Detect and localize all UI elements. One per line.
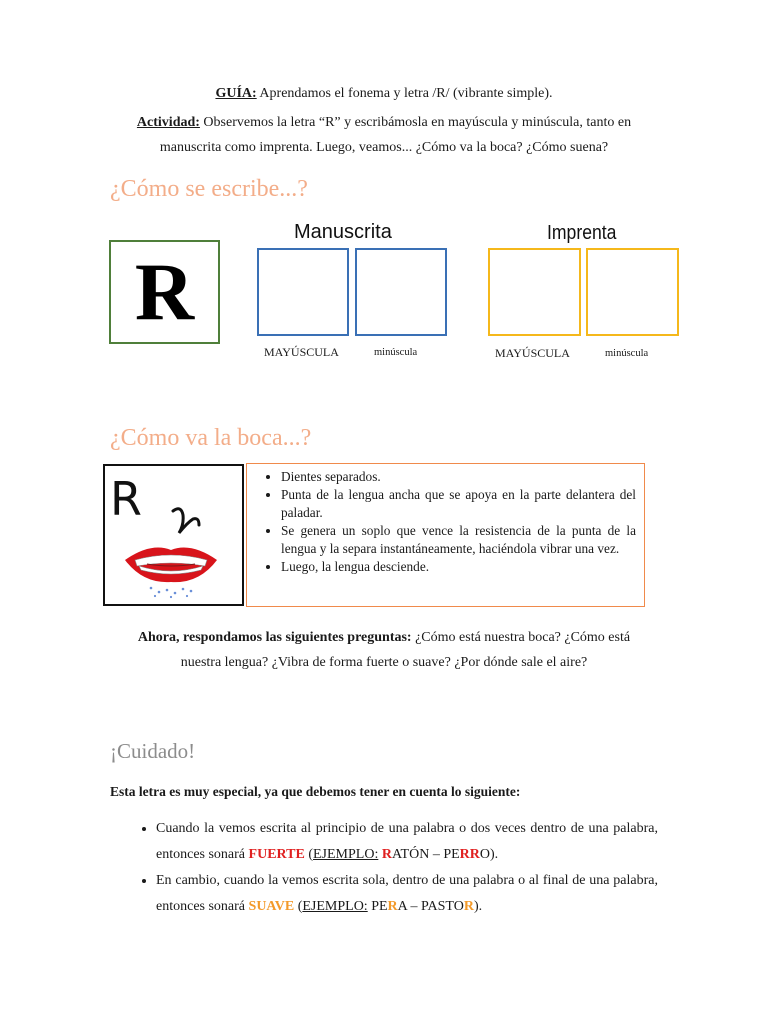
- letter-box: [109, 240, 220, 344]
- rule1-ex2-highlight: RR: [459, 847, 480, 862]
- activity-line-1: [0, 115, 768, 131]
- handwritten-lowercase-box[interactable]: [355, 248, 447, 336]
- rule2-word: SUAVE: [248, 899, 295, 914]
- rule2-ex2-highlight: R: [463, 899, 474, 914]
- mouth-heading: ¿Cómo va la boca...?: [110, 425, 312, 451]
- activity-text-1: Observemos la letra “R” y escribámosla en mayúscula y minúscula, tanto en: [199, 115, 632, 130]
- lowercase-r-glyph-icon: [169, 503, 203, 539]
- print-lowercase-box[interactable]: [586, 248, 679, 336]
- guide-line: [0, 86, 768, 102]
- caution-intro: Esta letra es muy especial, ya que debemos tener en cuenta lo siguiente:: [110, 784, 521, 799]
- handwritten-upper-caption: MAYÚSCULA: [264, 345, 339, 359]
- rule1-ex2-a: PE: [443, 847, 460, 862]
- description-box: [246, 463, 645, 607]
- print-lower-caption: minúscula: [605, 348, 649, 359]
- rule1-word: FUERTE: [248, 847, 305, 862]
- print-upper-caption: MAYÚSCULA: [495, 346, 570, 360]
- rule-strong: • Cuando la vemos escrita al principio de una palabra o dos veces dentro de una palabra, entonces sonará FUERTE (EJEMPLO: RATÓN – PERRO).: [156, 816, 658, 868]
- handwritten-uppercase-box[interactable]: [257, 248, 349, 336]
- guide-label: GUÍA:: [215, 86, 257, 101]
- rule1-ex1-highlight: R: [381, 847, 392, 862]
- handwritten-label: Manuscrita: [294, 221, 392, 243]
- rule1-text: Cuando la vemos escrita al principio de una palabra o dos veces dentro de una palabra, entonces sonará: [156, 821, 658, 862]
- rule-soft: • En cambio, cuando la vemos escrita sola, dentro de una palabra o al final de una palabra, entonces sonará SUAVE (EJEMPLO: PERA – PASTOR).: [156, 868, 658, 920]
- rule2-ex1-a: PE: [371, 899, 388, 914]
- activity-label: Actividad:: [136, 115, 200, 130]
- handwritten-lower-caption: minúscula: [374, 347, 418, 358]
- caution-heading: ¡Cuidado!: [110, 739, 196, 763]
- questions-text-1: ¿Cómo está nuestra boca? ¿Cómo está: [411, 630, 631, 645]
- questions-line-1: [0, 630, 768, 646]
- print-uppercase-box[interactable]: [488, 248, 581, 336]
- list-item: • Luego, la lengua desciende.: [281, 558, 636, 576]
- list-item: • Dientes separados.: [281, 468, 636, 486]
- big-letter: R: [134, 246, 195, 337]
- activity-line-2: manuscrita como imprenta. Luego, veamos... ¿Cómo va la boca? ¿Cómo suena?: [159, 140, 609, 155]
- list-item: • Se genera un soplo que vence la resistencia de la punta de la lengua y la separa instantáneamente, haciéndola vibrar una vez.: [281, 522, 636, 558]
- rule2-text: En cambio, cuando la vemos escrita sola, dentro de una palabra o al final de una palabra, entonces sonará: [156, 873, 658, 914]
- print-label: Imprenta: [547, 222, 617, 244]
- rule2-ex1-highlight: R: [387, 899, 398, 914]
- open-mouth-icon: [121, 536, 221, 600]
- rule2-ex2-a: PASTO: [421, 899, 464, 914]
- rule1-example-label: EJEMPLO:: [313, 847, 379, 862]
- description-list: [281, 468, 636, 576]
- questions-label: Ahora, respondamos las siguientes preguntas:: [137, 630, 412, 645]
- rule1-ex2-b: O: [479, 847, 491, 862]
- write-heading: ¿Cómo se escribe...?: [110, 176, 308, 202]
- caution-rules: [110, 816, 658, 920]
- mouth-image: [103, 464, 244, 606]
- rule2-dash: –: [407, 899, 422, 914]
- rule1-ex1-rest: ATÓN: [391, 847, 430, 862]
- rule1-dash: –: [429, 847, 444, 862]
- questions-line-2: nuestra lengua? ¿Vibra de forma fuerte o suave? ¿Por dónde sale el aire?: [180, 655, 588, 670]
- guide-text: Aprendamos el fonema y letra /R/ (vibrante simple).: [256, 86, 553, 101]
- rule2-example-label: EJEMPLO:: [302, 899, 368, 914]
- list-item: • Punta de la lengua ancha que se apoya en la parte delantera del paladar.: [281, 486, 636, 522]
- rule2-ex1-b: A: [397, 899, 408, 914]
- mouth-image-uppercase: R: [110, 472, 142, 526]
